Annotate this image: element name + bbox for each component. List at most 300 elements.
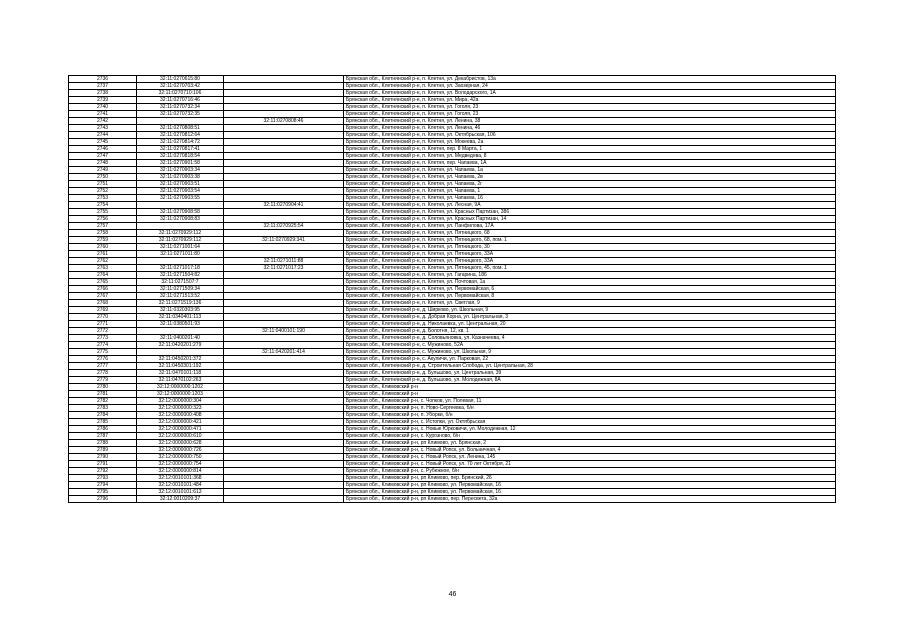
related-cadastral-number-cell xyxy=(224,174,344,181)
row-number-cell: 2737 xyxy=(69,83,137,90)
address-cell: Брянская обл., Клетнянский р-н, п. Клетня, ул. Чапаева, 16 xyxy=(344,195,836,202)
related-cadastral-number-cell xyxy=(224,314,344,321)
row-number-cell: 2747 xyxy=(69,153,137,160)
related-cadastral-number-cell: 32:11:0271017:23 xyxy=(224,265,344,272)
table-row xyxy=(69,377,836,384)
related-cadastral-number-cell xyxy=(224,167,344,174)
row-number-cell: 2752 xyxy=(69,188,137,195)
cadastral-number-cell: 32:12:0000000:628 xyxy=(137,440,224,447)
related-cadastral-number-cell xyxy=(224,321,344,328)
row-number-cell: 2792 xyxy=(69,468,137,475)
cadastral-number-cell: 32:11:0270732:35 xyxy=(137,111,224,118)
address-cell: Брянская обл., Клетнянский р-н, п. Клетня, ул. Чапаева, 2в xyxy=(344,174,836,181)
cadastral-number-cell: 32:11:0320303:95 xyxy=(137,307,224,314)
table-row xyxy=(69,160,836,167)
cadastral-number-cell xyxy=(137,202,224,209)
address-cell: Брянская обл., Климовский р-н, с. Новый Ропск, ул. 70 лет Октября, 21 xyxy=(344,461,836,468)
table-row xyxy=(69,167,836,174)
table-row xyxy=(69,461,836,468)
address-cell: Брянская обл., Клетнянский р-н, д. Строительная Слобода, ул. Центральная, 28 xyxy=(344,363,836,370)
address-cell: Брянская обл., Климовский р-н, с. Чопков, ул. Полевая, 11 xyxy=(344,398,836,405)
related-cadastral-number-cell xyxy=(224,230,344,237)
row-number-cell: 2786 xyxy=(69,426,137,433)
related-cadastral-number-cell xyxy=(224,181,344,188)
address-cell: Брянская обл., Климовский р-н, с. Новый Ропск, ул. Ленина, 145 xyxy=(344,454,836,461)
row-number-cell: 2787 xyxy=(69,433,137,440)
cadastral-number-cell: 32:11:0270908:83 xyxy=(137,216,224,223)
table-row xyxy=(69,468,836,475)
address-cell: Брянская обл., Клетнянский р-н, п. Клетня, ул. Мира, 42а xyxy=(344,97,836,104)
cadastral-number-cell: 32:11:0470102:263 xyxy=(137,377,224,384)
cadastral-number-cell: 32:11:0270818:54 xyxy=(137,153,224,160)
row-number-cell: 2743 xyxy=(69,125,137,132)
related-cadastral-number-cell xyxy=(224,426,344,433)
address-cell: Брянская обл., Клетнянский р-н, д. Добрая Корна, ул. Центральная, 3 xyxy=(344,314,836,321)
related-cadastral-number-cell xyxy=(224,244,344,251)
row-number-cell: 2764 xyxy=(69,272,137,279)
row-number-cell: 2796 xyxy=(69,496,137,503)
table-row xyxy=(69,384,836,391)
table-row xyxy=(69,216,836,223)
related-cadastral-number-cell xyxy=(224,83,344,90)
table-row xyxy=(69,447,836,454)
address-cell: Брянская обл., Клетнянский р-н, с. Мужиново, ул. Школьная, 9 xyxy=(344,349,836,356)
cadastral-number-cell: 32:11:0270814:72 xyxy=(137,139,224,146)
related-cadastral-number-cell xyxy=(224,433,344,440)
row-number-cell: 2795 xyxy=(69,489,137,496)
cadastral-number-cell xyxy=(137,223,224,230)
row-number-cell: 2741 xyxy=(69,111,137,118)
row-number-cell: 2759 xyxy=(69,237,137,244)
cadastral-number-cell: 32:12:0010209:37 xyxy=(137,496,224,503)
table-row xyxy=(69,230,836,237)
table-row xyxy=(69,251,836,258)
cadastral-number-cell: 32:11:0420201:279 xyxy=(137,342,224,349)
address-cell: Брянская обл., Климовский р-н, рп Климово, ул. Брянская, 2 xyxy=(344,440,836,447)
cadastral-number-cell: 32:12:0000000:726 xyxy=(137,447,224,454)
address-cell: Брянская обл., Климовский р-н, рп Климово, пер. Брянский, 26 xyxy=(344,475,836,482)
table-row xyxy=(69,146,836,153)
related-cadastral-number-cell xyxy=(224,97,344,104)
related-cadastral-number-cell xyxy=(224,461,344,468)
table-row xyxy=(69,496,836,503)
cadastral-number-cell: 32:11:0271513:52 xyxy=(137,293,224,300)
address-cell: Брянская обл., Клетнянский р-н, с. Мужиново, 52А xyxy=(344,342,836,349)
table-row xyxy=(69,209,836,216)
cadastral-number-cell: 32:11:0271001:64 xyxy=(137,244,224,251)
cadastral-number-cell: 32:12:0000000:750 xyxy=(137,454,224,461)
cadastral-number-cell: 32:12:0010101:484 xyxy=(137,482,224,489)
address-cell: Брянская обл., Клетнянский р-н, п. Клетня, ул. Октябрьская, 106 xyxy=(344,132,836,139)
address-cell: Брянская обл., Климовский р-н, рп Климово, ул. Первомайская, 16 xyxy=(344,482,836,489)
cadastral-number-cell: 32:12:0000000:1203 xyxy=(137,391,224,398)
row-number-cell: 2777 xyxy=(69,363,137,370)
row-number-cell: 2758 xyxy=(69,230,137,237)
row-number-cell: 2793 xyxy=(69,475,137,482)
related-cadastral-number-cell xyxy=(224,475,344,482)
table-row xyxy=(69,279,836,286)
related-cadastral-number-cell xyxy=(224,398,344,405)
row-number-cell: 2789 xyxy=(69,447,137,454)
row-number-cell: 2762 xyxy=(69,258,137,265)
table-row xyxy=(69,118,836,125)
row-number-cell: 2781 xyxy=(69,391,137,398)
table-row xyxy=(69,349,836,356)
address-cell: Брянская обл., Клетнянский р-н, п. Клетня, ул. Ленина, 38 xyxy=(344,118,836,125)
cadastral-number-cell: 32:11:0270732:34 xyxy=(137,104,224,111)
related-cadastral-number-cell xyxy=(224,111,344,118)
cadastral-number-cell: 32:11:0450201:372 xyxy=(137,356,224,363)
address-cell: Брянская обл., Климовский р-н, п. Уборки, б/н xyxy=(344,412,836,419)
address-cell: Брянская обл., Клетнянский р-н, п. Клетня, ул. Мокеева, 2а xyxy=(344,139,836,146)
related-cadastral-number-cell xyxy=(224,209,344,216)
row-number-cell: 2775 xyxy=(69,349,137,356)
cadastral-number-cell: 32:12:0000000:1202 xyxy=(137,384,224,391)
related-cadastral-number-cell: 32:11:0270808:46 xyxy=(224,118,344,125)
address-cell: Брянская обл., Клетнянский р-н, п. Клетня, ул. Почтовая, 1а xyxy=(344,279,836,286)
cadastral-number-cell: 32:11:0270903:54 xyxy=(137,188,224,195)
table-row xyxy=(69,293,836,300)
address-cell: Брянская обл., Клетнянский р-н, п. Клетня, ул. Заозерная, 24 xyxy=(344,83,836,90)
cadastral-number-cell: 32:11:0271507:7 xyxy=(137,279,224,286)
related-cadastral-number-cell xyxy=(224,132,344,139)
row-number-cell: 2742 xyxy=(69,118,137,125)
related-cadastral-number-cell xyxy=(224,251,344,258)
related-cadastral-number-cell xyxy=(224,104,344,111)
cadastral-number-cell xyxy=(137,349,224,356)
related-cadastral-number-cell xyxy=(224,384,344,391)
address-cell: Брянская обл., Климовский р-н, с. Новые Юрковичи, ул. Молодежная, 12 xyxy=(344,426,836,433)
table-row xyxy=(69,125,836,132)
row-number-cell: 2776 xyxy=(69,356,137,363)
cadastral-number-cell: 32:11:0270903:34 xyxy=(137,167,224,174)
table-row xyxy=(69,139,836,146)
row-number-cell: 2756 xyxy=(69,216,137,223)
row-number-cell: 2767 xyxy=(69,293,137,300)
address-cell: Брянская обл., Климовский р-н, п. Ново-Сергеевка, б/н xyxy=(344,405,836,412)
related-cadastral-number-cell xyxy=(224,146,344,153)
row-number-cell: 2779 xyxy=(69,377,137,384)
cadastral-number-cell: 32:11:0270903:38 xyxy=(137,174,224,181)
row-number-cell: 2736 xyxy=(69,76,137,83)
address-cell: Брянская обл., Клетнянский р-н, п. Клетня, ул. Чапаева, 1а xyxy=(344,167,836,174)
related-cadastral-number-cell xyxy=(224,363,344,370)
cadastral-number-cell: 32:11:0270908:58 xyxy=(137,209,224,216)
table-row xyxy=(69,440,836,447)
table-row xyxy=(69,454,836,461)
table-row xyxy=(69,90,836,97)
cadastral-number-cell: 32:11:0270812:64 xyxy=(137,132,224,139)
related-cadastral-number-cell: 32:11:0400101:190 xyxy=(224,328,344,335)
table-row xyxy=(69,181,836,188)
cadastral-number-cell: 32:11:0271509:34 xyxy=(137,286,224,293)
table-row xyxy=(69,300,836,307)
address-cell: Брянская обл., Клетнянский р-н, п. Клетня, ул. Гагарина, 186 xyxy=(344,272,836,279)
address-cell: Брянская обл., Клетнянский р-н, п. Клетня, ул. Первомайская, 8 xyxy=(344,293,836,300)
row-number-cell: 2770 xyxy=(69,314,137,321)
row-number-cell: 2769 xyxy=(69,307,137,314)
address-cell: Брянская обл., Клетнянский р-н, п. Клетня, ул. Медведева, 8 xyxy=(344,153,836,160)
row-number-cell: 2768 xyxy=(69,300,137,307)
row-number-cell: 2774 xyxy=(69,342,137,349)
row-number-cell: 2766 xyxy=(69,286,137,293)
cadastral-number-cell: 32:11:0270901:58 xyxy=(137,160,224,167)
related-cadastral-number-cell xyxy=(224,356,344,363)
cadastral-number-cell: 32:12:0000000:323 xyxy=(137,405,224,412)
address-cell: Брянская обл., Климовский р-н, рп Климово, ул. Первомайская, 16 xyxy=(344,489,836,496)
related-cadastral-number-cell xyxy=(224,489,344,496)
related-cadastral-number-cell xyxy=(224,405,344,412)
table-row xyxy=(69,426,836,433)
row-number-cell: 2755 xyxy=(69,209,137,216)
address-cell: Брянская обл., Клетнянский р-н, п. Клетня, ул. Гоголя, 23 xyxy=(344,104,836,111)
table-row xyxy=(69,272,836,279)
cadastral-number-cell: 32:11:0450301:192 xyxy=(137,363,224,370)
address-cell: Брянская обл., Клетнянский р-н, с. Акуличи, ул. Парковая, 22 xyxy=(344,356,836,363)
address-cell: Брянская обл., Клетнянский р-н, п. Клетня, ул. Декабристов, 13а xyxy=(344,76,836,83)
table-row xyxy=(69,265,836,272)
row-number-cell: 2754 xyxy=(69,202,137,209)
related-cadastral-number-cell: 32:11:0270925:54 xyxy=(224,223,344,230)
related-cadastral-number-cell: 32:11:0420201:414 xyxy=(224,349,344,356)
cadastral-number-cell: 32:11:0270710:106 xyxy=(137,90,224,97)
cadastral-number-cell: 32:11:0470101:118 xyxy=(137,370,224,377)
row-number-cell: 2773 xyxy=(69,335,137,342)
related-cadastral-number-cell xyxy=(224,482,344,489)
row-number-cell: 2750 xyxy=(69,174,137,181)
address-cell: Брянская обл., Клетнянский р-н, д. Соловьяновка, ул. Казначеева, 4 xyxy=(344,335,836,342)
related-cadastral-number-cell xyxy=(224,496,344,503)
address-cell: Брянская обл., Клетнянский р-н, п. Клетня, ул. Гоголя, 23 xyxy=(344,111,836,118)
related-cadastral-number-cell xyxy=(224,419,344,426)
table-row xyxy=(69,363,836,370)
address-cell: Брянская обл., Клетнянский р-н, п. Клетня, ул. Пятницкого, 45, пом. 1 xyxy=(344,265,836,272)
table-row xyxy=(69,482,836,489)
row-number-cell: 2772 xyxy=(69,328,137,335)
address-cell: Брянская обл., Клетнянский р-н, п. Клетня, ул. Первомайская, 6 xyxy=(344,286,836,293)
address-cell: Брянская обл., Клетнянский р-н, д. Болотня, 12, кв. 1 xyxy=(344,328,836,335)
address-cell: Брянская обл., Клетнянский р-н, п. Клетня, ул. Лесная, 9А xyxy=(344,202,836,209)
related-cadastral-number-cell: 32:11:0271011:88 xyxy=(224,258,344,265)
cadastral-number-cell: 32:12:0000000:610 xyxy=(137,433,224,440)
cadastral-table xyxy=(68,75,836,503)
page-number: 46 xyxy=(448,591,457,598)
address-cell: Брянская обл., Клетнянский р-н, д. Бульшово, ул. Молодежная, 8А xyxy=(344,377,836,384)
cadastral-number-cell: 32:11:0380501:93 xyxy=(137,321,224,328)
table-row xyxy=(69,223,836,230)
row-number-cell: 2739 xyxy=(69,97,137,104)
related-cadastral-number-cell xyxy=(224,391,344,398)
address-cell: Брянская обл., Климовский р-н, с. Курозново, б/н xyxy=(344,433,836,440)
address-cell: Брянская обл., Клетнянский р-н, п. Клетня, ул. Пятницкого, 68, пом. 1 xyxy=(344,237,836,244)
cadastral-number-cell: 32:11:0270615:80 xyxy=(137,76,224,83)
row-number-cell: 2744 xyxy=(69,132,137,139)
table-row xyxy=(69,153,836,160)
related-cadastral-number-cell xyxy=(224,286,344,293)
table-row xyxy=(69,174,836,181)
related-cadastral-number-cell xyxy=(224,440,344,447)
table-row xyxy=(69,104,836,111)
table-row xyxy=(69,489,836,496)
cadastral-number-cell: 32:11:0270817:41 xyxy=(137,146,224,153)
row-number-cell: 2749 xyxy=(69,167,137,174)
related-cadastral-number-cell xyxy=(224,447,344,454)
row-number-cell: 2790 xyxy=(69,454,137,461)
table-row xyxy=(69,391,836,398)
row-number-cell: 2751 xyxy=(69,181,137,188)
row-number-cell: 2771 xyxy=(69,321,137,328)
cadastral-number-cell: 32:12:0000000:754 xyxy=(137,461,224,468)
cadastral-number-cell: 32:12:0000000:421 xyxy=(137,419,224,426)
row-number-cell: 2785 xyxy=(69,419,137,426)
address-cell: Брянская обл., Климовский р-н, с. Истопки, ул. Октябрьская xyxy=(344,419,836,426)
row-number-cell: 2760 xyxy=(69,244,137,251)
cadastral-number-cell xyxy=(137,118,224,125)
table-row xyxy=(69,244,836,251)
related-cadastral-number-cell xyxy=(224,293,344,300)
table-row xyxy=(69,83,836,90)
related-cadastral-number-cell xyxy=(224,300,344,307)
table-row xyxy=(69,258,836,265)
row-number-cell: 2746 xyxy=(69,146,137,153)
table-row xyxy=(69,111,836,118)
table-row xyxy=(69,328,836,335)
row-number-cell: 2748 xyxy=(69,160,137,167)
table-row xyxy=(69,188,836,195)
table-row xyxy=(69,370,836,377)
table-row xyxy=(69,342,836,349)
related-cadastral-number-cell xyxy=(224,153,344,160)
address-cell: Брянская обл., Клетнянский р-н, д. Николаевка, ул. Центральная, 20 xyxy=(344,321,836,328)
row-number-cell: 2745 xyxy=(69,139,137,146)
address-cell: Брянская обл., Клетнянский р-н, д. Ширково, ул. Школьная, 9 xyxy=(344,307,836,314)
address-cell: Брянская обл., Климовский р-н xyxy=(344,391,836,398)
table-row xyxy=(69,237,836,244)
address-cell: Брянская обл., Клетнянский р-н, п. Клетня, ул. Володарского, 1А xyxy=(344,90,836,97)
related-cadastral-number-cell xyxy=(224,454,344,461)
address-cell: Брянская обл., Климовский р-н xyxy=(344,384,836,391)
cadastral-number-cell: 32:11:0271011:80 xyxy=(137,251,224,258)
address-cell: Брянская обл., Клетнянский р-н, п. Клетня, ул. Светлая, 9 xyxy=(344,300,836,307)
table-row xyxy=(69,412,836,419)
related-cadastral-number-cell: 32:11:0270904:41 xyxy=(224,202,344,209)
row-number-cell: 2738 xyxy=(69,90,137,97)
address-cell: Брянская обл., Клетнянский р-н, п. Клетня, ул. Пятницкого, 33А xyxy=(344,251,836,258)
address-cell: Брянская обл., Клетнянский р-н, п. Клетня, пер. 8 Марта, 1 xyxy=(344,146,836,153)
row-number-cell: 2784 xyxy=(69,412,137,419)
table-row xyxy=(69,307,836,314)
row-number-cell: 2740 xyxy=(69,104,137,111)
table-row xyxy=(69,335,836,342)
row-number-cell: 2761 xyxy=(69,251,137,258)
cadastral-number-cell: 32:12:0000000:304 xyxy=(137,398,224,405)
table-row xyxy=(69,286,836,293)
cadastral-number-cell: 32:11:0270808:51 xyxy=(137,125,224,132)
related-cadastral-number-cell xyxy=(224,188,344,195)
address-cell: Брянская обл., Клетнянский р-н, п. Клетня, ул. Красных Партизан, 14 xyxy=(344,216,836,223)
cadastral-number-cell: 32:11:0271017:18 xyxy=(137,265,224,272)
table-row xyxy=(69,314,836,321)
address-cell: Брянская обл., Клетнянский р-н, п. Клетня, ул. Пятницкого, 68 xyxy=(344,230,836,237)
address-cell: Брянская обл., Клетнянский р-н, п. Клетня, ул. Чапаева, 1 xyxy=(344,188,836,195)
cadastral-number-cell: 32:11:0400201:40 xyxy=(137,335,224,342)
address-cell: Брянская обл., Климовский р-н, рп Климово, пер. Пересвета, 32а xyxy=(344,496,836,503)
row-number-cell: 2765 xyxy=(69,279,137,286)
cadastral-number-cell: 32:11:0270929:112 xyxy=(137,237,224,244)
row-number-cell: 2783 xyxy=(69,405,137,412)
row-number-cell: 2753 xyxy=(69,195,137,202)
address-cell: Брянская обл., Клетнянский р-н, п. Клетня, ул. Чапаева, 2г xyxy=(344,181,836,188)
related-cadastral-number-cell xyxy=(224,335,344,342)
related-cadastral-number-cell xyxy=(224,216,344,223)
address-cell: Брянская обл., Клетнянский р-н, д. Бульшово, ул. Центральная, 39 xyxy=(344,370,836,377)
cadastral-number-cell: 32:12:0000000:471 xyxy=(137,426,224,433)
related-cadastral-number-cell xyxy=(224,468,344,475)
row-number-cell: 2778 xyxy=(69,370,137,377)
row-number-cell: 2782 xyxy=(69,398,137,405)
address-cell: Брянская обл., Клетнянский р-н, п. Клетня, ул. Пятницкого, 30 xyxy=(344,244,836,251)
table-row xyxy=(69,321,836,328)
related-cadastral-number-cell xyxy=(224,160,344,167)
related-cadastral-number-cell xyxy=(224,412,344,419)
address-cell: Брянская обл., Клетнянский р-н, п. Клетня, ул. Пятницкого, 33А xyxy=(344,258,836,265)
table-row xyxy=(69,475,836,482)
related-cadastral-number-cell xyxy=(224,377,344,384)
cadastral-number-cell: 32:11:0271504:82 xyxy=(137,272,224,279)
table-row xyxy=(69,405,836,412)
address-cell: Брянская обл., Климовский р-н, с. Рубежное, б/н xyxy=(344,468,836,475)
row-number-cell: 2763 xyxy=(69,265,137,272)
related-cadastral-number-cell xyxy=(224,307,344,314)
row-number-cell: 2794 xyxy=(69,482,137,489)
address-cell: Брянская обл., Клетнянский р-н, п. Клетня, пер. Чапаева, 1А xyxy=(344,160,836,167)
cadastral-number-cell: 32:11:0270929:112 xyxy=(137,230,224,237)
address-cell: Брянская обл., Клетнянский р-н, п. Клетня, ул. Панфилова, 17А xyxy=(344,223,836,230)
cadastral-number-cell xyxy=(137,328,224,335)
related-cadastral-number-cell: 32:11:0270929:341 xyxy=(224,237,344,244)
table-row xyxy=(69,97,836,104)
cadastral-number-cell xyxy=(137,258,224,265)
cadastral-number-cell: 32:12:0000000:814 xyxy=(137,468,224,475)
table-row xyxy=(69,202,836,209)
row-number-cell: 2780 xyxy=(69,384,137,391)
related-cadastral-number-cell xyxy=(224,272,344,279)
related-cadastral-number-cell xyxy=(224,195,344,202)
address-cell: Брянская обл., Климовский р-н, с. Новый Ропск, ул. Больничная, 4 xyxy=(344,447,836,454)
cadastral-number-cell: 32:12:0010101:368 xyxy=(137,475,224,482)
row-number-cell: 2757 xyxy=(69,223,137,230)
cadastral-number-cell: 32:11:0271519:136 xyxy=(137,300,224,307)
cadastral-number-cell: 32:11:0270903:51 xyxy=(137,181,224,188)
cadastral-number-cell: 32:11:0270716:46 xyxy=(137,97,224,104)
table-row xyxy=(69,76,836,83)
row-number-cell: 2788 xyxy=(69,440,137,447)
table-row xyxy=(69,419,836,426)
table-row xyxy=(69,398,836,405)
row-number-cell: 2791 xyxy=(69,461,137,468)
cadastral-number-cell: 32:12:0000000:408 xyxy=(137,412,224,419)
table-row xyxy=(69,356,836,363)
related-cadastral-number-cell xyxy=(224,370,344,377)
cadastral-number-cell: 32:11:0270903:55 xyxy=(137,195,224,202)
cadastral-number-cell: 32:11:0270703:42 xyxy=(137,83,224,90)
address-cell: Брянская обл., Клетнянский р-н, п. Клетня, ул. Ленина, 46 xyxy=(344,125,836,132)
cadastral-number-cell: 32:11:0340401:113 xyxy=(137,314,224,321)
table-row xyxy=(69,132,836,139)
related-cadastral-number-cell xyxy=(224,90,344,97)
table-row xyxy=(69,195,836,202)
related-cadastral-number-cell xyxy=(224,125,344,132)
